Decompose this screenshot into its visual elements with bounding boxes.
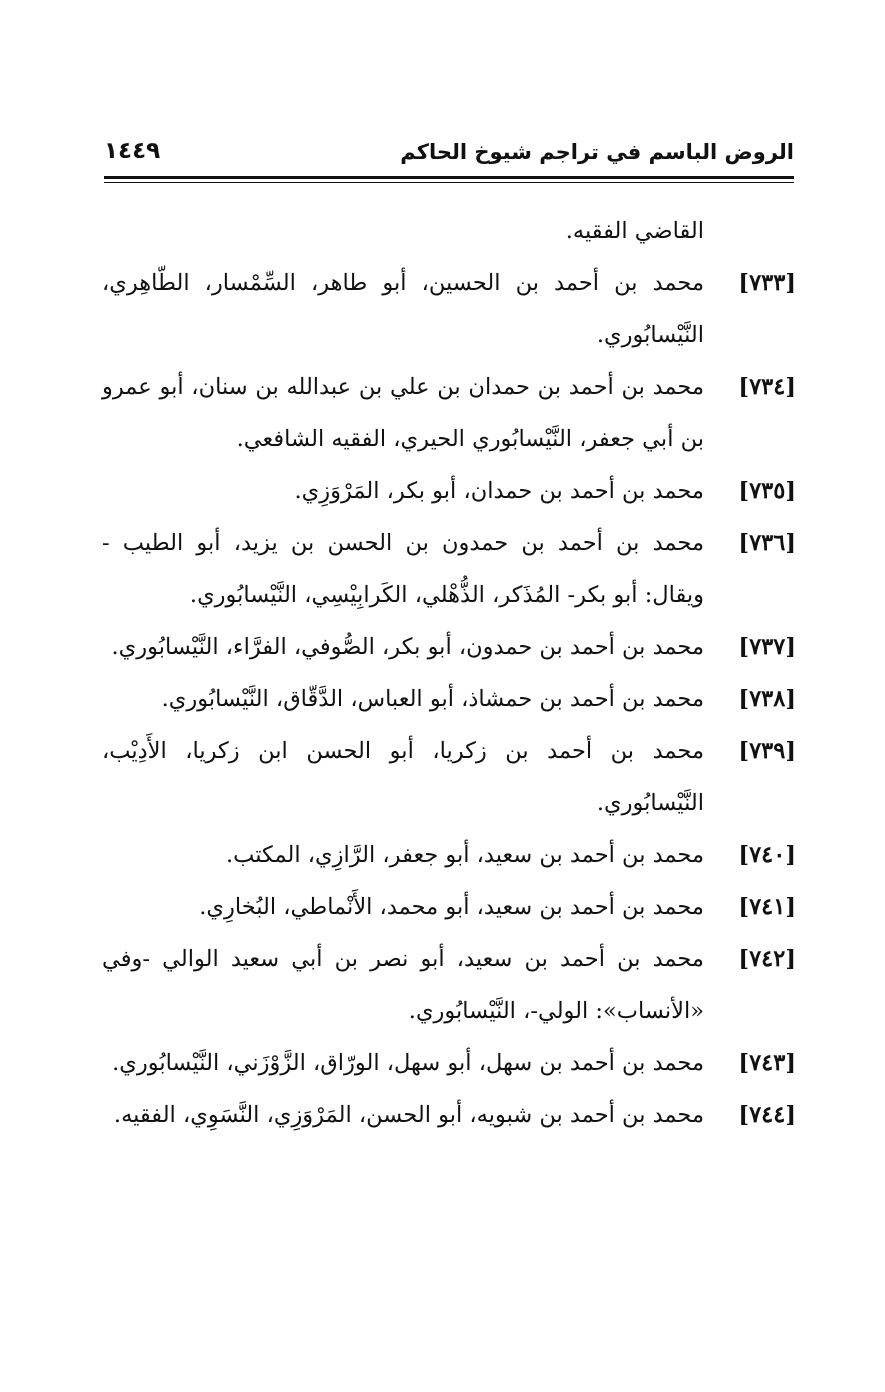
entry-text: محمد بن أحمد بن حمدان، أبو بكر، المَرْوَزِي. [294,478,704,504]
entry-text: محمد بن أحمد بن شبويه، أبو الحسن، المَرْوَزِي، النَّسَوِي، الفقيه. [113,1102,704,1128]
entry-number: [٧٣٩] [738,738,796,764]
entry-number: [٧٣٦] [738,530,796,556]
entry-742 [102,933,796,1037]
entry-text: محمد بن أحمد بن حمشاذ، أبو العباس، الدَّقّاق، النَّيْسابُوري. [161,686,704,712]
page-number: ١٤٤٩ [104,138,161,164]
entry-737 [102,621,796,673]
entry-number: [٧٣٣] [738,270,796,296]
entry-736 [102,517,796,621]
entry-738 [102,673,796,725]
entry-text: محمد بن أحمد بن حمدون، أبو بكر، الصُّوفي، الفرَّاء، النَّيْسابُوري. [111,634,704,660]
entry-text: محمد بن أحمد بن سهل، أبو سهل، الورّاق، الزَّوْزَني، النَّيْسابُوري. [112,1050,704,1076]
entry-text: محمد بن أحمد بن حمدان بن علي بن عبدالله بن سنان، أبو عمرو بن أبي جعفر، النَّيْسابُوري الحيري، الفقيه الشافعي. [102,374,704,452]
entry-743 [102,1037,796,1089]
entry-number: [٧٤٣] [738,1050,796,1076]
entry-734 [102,361,796,465]
biography-list [102,205,796,1141]
running-head [104,136,794,176]
entry-number: [٧٣٤] [738,374,796,400]
entry-number: [٧٤١] [738,894,796,920]
entry-continuation [102,205,796,257]
entry-text: محمد بن أحمد بن الحسين، أبو طاهر، السِّمْسار، الطّاهِري، النَّيْسابُوري. [102,270,704,348]
header-rule-thick [104,176,794,179]
entry-744 [102,1089,796,1141]
entry-number: [٧٣٨] [738,686,796,712]
entry-text: محمد بن أحمد بن حمدون بن الحسن بن يزيد، أبو الطيب - ويقال: أبو بكر- المُذَكر، الذُّهْلي، الكَرابِيْسِي، النَّيْسابُوري. [102,530,704,608]
entry-number: [٧٤٤] [738,1102,796,1128]
entry-733 [102,257,796,361]
entry-number: [٧٤٢] [738,946,796,972]
book-title: الروض الباسم في تراجم شيوخ الحاكم [400,140,794,164]
entry-740 [102,829,796,881]
entry-text: القاضي الفقيه. [565,218,704,244]
entry-number: [٧٣٧] [738,634,796,660]
header-rule-thin [104,182,794,183]
entry-text: محمد بن أحمد بن سعيد، أبو محمد، الأَنْماطي، البُخارِي. [199,894,704,920]
entry-741 [102,881,796,933]
entry-number: [٧٤٠] [738,842,796,868]
entry-number: [٧٣٥] [738,478,796,504]
entry-739 [102,725,796,829]
entry-text: محمد بن أحمد بن سعيد، أبو نصر بن أبي سعيد الوالي -وفي «الأنساب»: الولي-، النَّيْسابُوري. [102,946,704,1024]
entry-text: محمد بن أحمد بن زكريا، أبو الحسن ابن زكريا، الأَدِيْب، النَّيْسابُوري. [102,738,704,816]
entry-735 [102,465,796,517]
entry-text: محمد بن أحمد بن سعيد، أبو جعفر، الرَّازِي، المكتب. [226,842,704,868]
